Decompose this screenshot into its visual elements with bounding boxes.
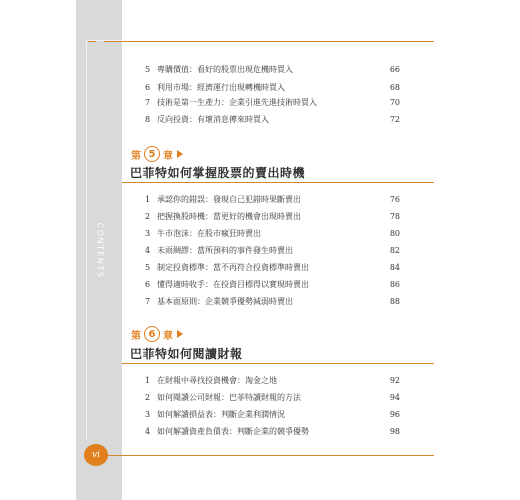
toc-page-number: 78 (389, 212, 400, 221)
page-number-badge: vi (84, 444, 108, 466)
chapter-label: 章 (163, 330, 173, 342)
toc-item-title: 基本面原則：企業競爭優勢減弱時賣出 (157, 297, 293, 306)
toc-row (145, 96, 400, 110)
toc-page-number: 70 (389, 98, 400, 107)
toc-page-number: 92 (389, 376, 400, 385)
toc-page-number: 80 (389, 229, 400, 238)
toc-item-number: 1 (145, 195, 151, 204)
toc-page-number: 96 (389, 410, 400, 419)
chapter-label: 第 (131, 330, 141, 342)
toc-item-number: 7 (145, 98, 151, 107)
toc-item-title: 在財報中尋找投資機會：淘金之地 (157, 376, 277, 385)
chapter-5-title: 巴菲特如何掌握股票的賣出時機 (130, 166, 306, 180)
toc-item-title: 牛市泡沫：在股市瘋狂時賣出 (157, 229, 261, 238)
toc-item-title: 利用市場：經濟運行出現轉機時買入 (157, 83, 285, 92)
toc-item-number: 2 (145, 212, 151, 221)
toc-row (145, 295, 400, 309)
toc-row (145, 227, 400, 241)
toc-item-title: 如何解讀資產負債表：判斷企業的競爭優勢 (157, 427, 309, 436)
toc-row (145, 244, 400, 258)
toc-row (145, 425, 400, 439)
toc-item-number: 6 (145, 83, 151, 92)
chapter-label: 第 (131, 150, 141, 162)
triangle-icon (177, 150, 183, 158)
toc-page-number: 66 (389, 65, 400, 74)
toc-item-number: 1 (145, 376, 151, 385)
toc-page-number: 72 (389, 115, 400, 124)
toc-page-number: 86 (389, 280, 400, 289)
toc-row (145, 408, 400, 422)
toc-item-number: 4 (145, 427, 151, 436)
toc-item-number: 8 (145, 115, 151, 124)
triangle-icon (177, 330, 183, 338)
toc-item-title: 專購價值：看好的股票出現危機時買入 (157, 65, 293, 74)
toc-item-title: 把握換股時機：當更好的機會出現時賣出 (157, 212, 301, 221)
top-rule (104, 41, 434, 42)
toc-item-title: 未雨綢繆：當所預料的事件發生時賣出 (157, 246, 293, 255)
toc-item-title: 如何閱讀公司財報：巴菲特讀財報的方法 (157, 393, 301, 402)
bottom-rule (108, 455, 434, 456)
chapter-number-badge: 5 (144, 146, 160, 162)
toc-page-number: 68 (389, 83, 400, 92)
toc-item-title: 承認你的錯誤：發現自己犯錯時果斷賣出 (157, 195, 301, 204)
chapter-5-rule (122, 182, 434, 183)
toc-page-number: 94 (389, 393, 400, 402)
toc-row (145, 261, 400, 275)
toc-item-number: 6 (145, 280, 151, 289)
toc-row (145, 81, 400, 95)
contents-side-label: CONTENTS (95, 222, 105, 278)
toc-page-number: 82 (389, 246, 400, 255)
toc-row (145, 210, 400, 224)
toc-row (145, 374, 400, 388)
toc-item-title: 懂得適時收手：在投資目標得以實現時賣出 (157, 280, 309, 289)
toc-item-number: 5 (145, 65, 151, 74)
toc-item-number: 5 (145, 263, 151, 272)
toc-item-title: 技術是第一生產力：企業引進先進技術時買入 (157, 98, 317, 107)
chapter-5-heading (131, 145, 183, 163)
chapter-6-rule (122, 363, 434, 364)
toc-row (145, 193, 400, 207)
toc-item-title: 如何解讀損益表：判斷企業利潤情況 (157, 410, 285, 419)
toc-row (145, 63, 400, 77)
toc-item-title: 制定投資標準：當不再符合投資標準時賣出 (157, 263, 309, 272)
chapter-6-heading (131, 325, 183, 343)
toc-page-number: 98 (389, 427, 400, 436)
toc-page-number: 84 (389, 263, 400, 272)
toc-item-number: 3 (145, 410, 151, 419)
chapter-6-title: 巴菲特如何閱讀財報 (130, 347, 243, 361)
toc-page-number: 88 (389, 297, 400, 306)
toc-item-number: 4 (145, 246, 151, 255)
toc-item-number: 2 (145, 393, 151, 402)
toc-row (145, 278, 400, 292)
toc-item-number: 7 (145, 297, 151, 306)
top-rule (88, 41, 96, 42)
toc-item-title: 反向投資：有壞消息傳來時買入 (157, 115, 269, 124)
chapter-number-badge: 6 (144, 326, 160, 342)
toc-row (145, 391, 400, 405)
toc-page-number: 76 (389, 195, 400, 204)
chapter-label: 章 (163, 150, 173, 162)
toc-item-number: 3 (145, 229, 151, 238)
toc-row (145, 113, 400, 127)
